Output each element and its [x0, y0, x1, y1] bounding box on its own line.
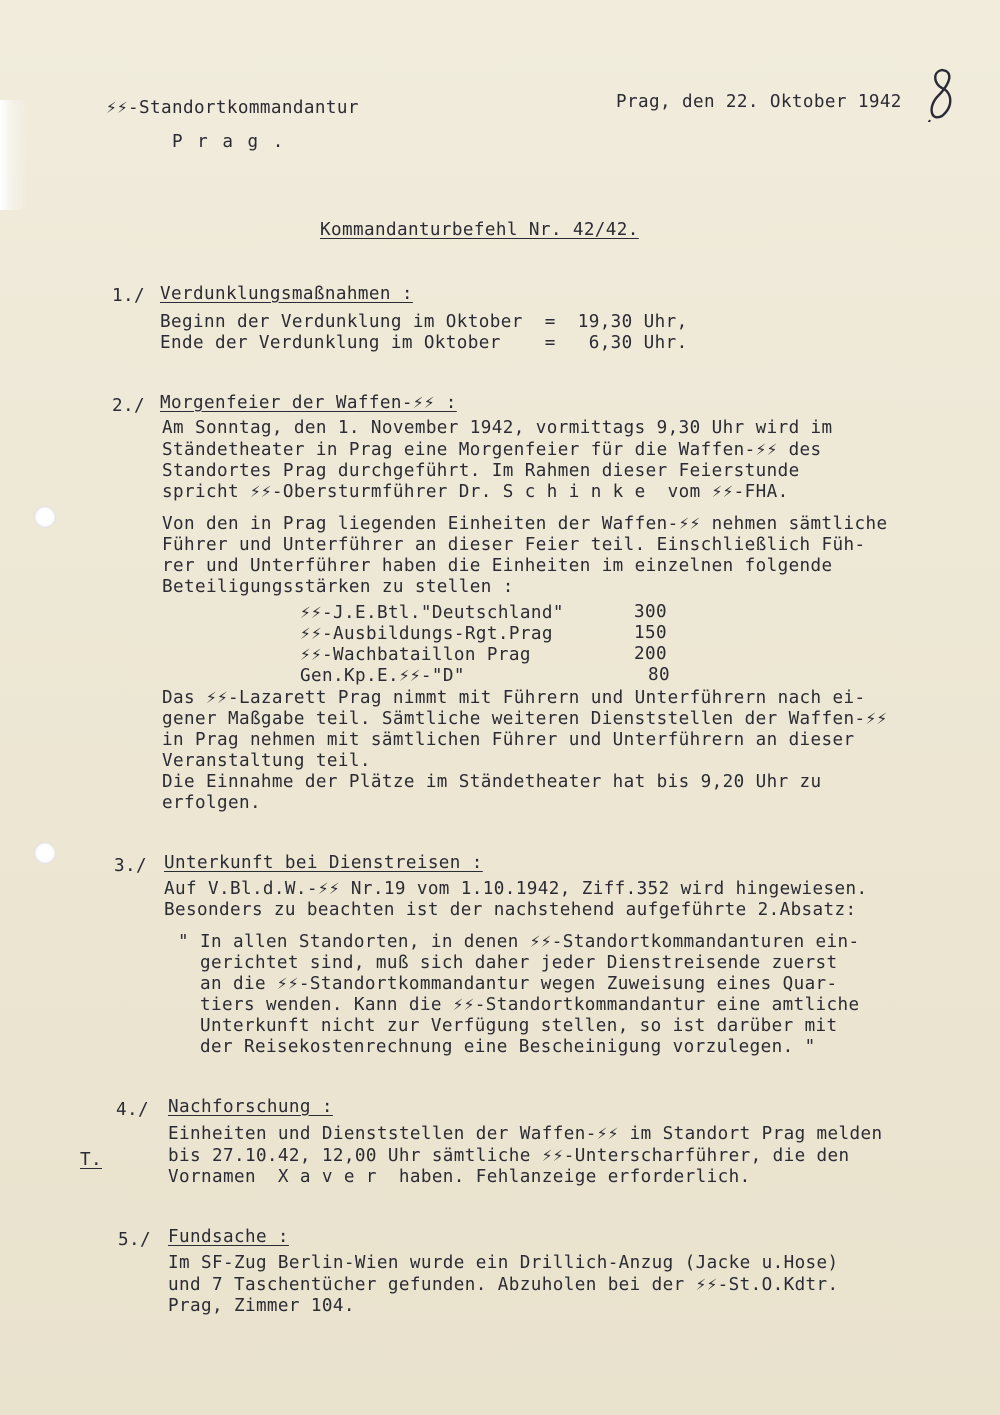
unit-count: 150 [634, 623, 667, 643]
section-1-line: Ende der Verdunklung im Oktober = 6,30 Uhr. [160, 333, 688, 353]
office-name: ⚡⚡-Standortkommandantur [106, 98, 359, 118]
section-4-line: bis 27.10.42, 12,00 Uhr sämtliche ⚡⚡-Unterscharführer, die den [168, 1146, 850, 1166]
section-2-paragraph-line: Ständetheater in Prag eine Morgenfeier für die Waffen-⚡⚡ des [162, 440, 822, 460]
section-2-paragraph-line: in Prag nehmen mit sämtlichen Führer und Unterführern an dieser [162, 730, 855, 750]
unit-name: ⚡⚡-Ausbildungs-Rgt.Prag [300, 624, 553, 644]
document-title: Kommandanturbefehl Nr. 42/42. [320, 220, 639, 240]
punch-hole-bottom [34, 842, 56, 864]
section-2-paragraph-line: Am Sonntag, den 1. November 1942, vormittags 9,30 Uhr wird im [162, 418, 833, 438]
quote-line: gerichtet sind, muß sich daher jeder Dienstreisende zuerst [178, 953, 838, 973]
section-2-paragraph-line: Beteiligungsstärken zu stellen : [162, 577, 514, 597]
section-1-line: Beginn der Verdunklung im Oktober = 19,30 Uhr, [160, 312, 688, 332]
section-2-number: 2./ [112, 396, 145, 416]
quote-line: " In allen Standorten, in denen ⚡⚡-Standortkommandanturen ein- [178, 932, 860, 952]
section-5-number: 5./ [118, 1230, 151, 1250]
section-2-paragraph-line: Das ⚡⚡-Lazarett Prag nimmt mit Führern und Unterführern nach ei- [162, 688, 866, 708]
unit-name: ⚡⚡-Wachbataillon Prag [300, 645, 531, 665]
section-2-paragraph-line: gener Maßgabe teil. Sämtliche weiteren Dienststellen der Waffen-⚡⚡ [162, 709, 888, 729]
section-3-paragraph-line: Auf V.Bl.d.W.-⚡⚡ Nr.19 vom 1.10.1942, Ziff.352 wird hingewiesen. [164, 879, 868, 899]
quote-line: an die ⚡⚡-Standortkommandantur wegen Zuweisung eines Quar- [178, 974, 838, 994]
handwritten-number [924, 66, 958, 122]
quote-line: der Reisekostenrechnung eine Bescheinigung vorzulegen. " [178, 1037, 816, 1057]
section-4-number: 4./ [116, 1100, 149, 1120]
unit-name: ⚡⚡-J.E.Btl."Deutschland" [300, 603, 564, 623]
section-3-heading: Unterkunft bei Dienstreisen : [164, 853, 483, 873]
handwritten-eight-icon [924, 66, 958, 122]
section-5-heading: Fundsache : [168, 1227, 289, 1247]
unit-count: 300 [634, 602, 667, 622]
section-2-paragraph-line: Die Einnahme der Plätze im Ständetheater hat bis 9,20 Uhr zu [162, 772, 822, 792]
section-3-paragraph-line: Besonders zu beachten ist der nachstehend aufgeführte 2.Absatz: [164, 900, 857, 920]
office-city: P r a g . [172, 132, 286, 152]
section-5-line: Im SF-Zug Berlin-Wien wurde ein Drillich-Anzug (Jacke u.Hose) [168, 1253, 839, 1273]
unit-count: 200 [634, 644, 667, 664]
section-1-heading: Verdunklungsmaßnahmen : [160, 284, 413, 304]
section-4-line: Einheiten und Dienststellen der Waffen-⚡⚡ im Standort Prag melden [168, 1124, 883, 1144]
section-2-paragraph-line: spricht ⚡⚡-Obersturmführer Dr. S c h i n k e vom ⚡⚡-FHA. [162, 482, 789, 502]
margin-mark: T. [80, 1150, 102, 1170]
section-2-paragraph-line: erfolgen. [162, 793, 261, 813]
punch-hole-top [34, 506, 56, 528]
section-4-line: Vornamen X a v e r haben. Fehlanzeige erforderlich. [168, 1167, 751, 1187]
unit-count: 80 [648, 665, 670, 685]
quote-line: tiers wenden. Kann die ⚡⚡-Standortkommandantur eine amtliche [178, 995, 860, 1015]
section-4-heading: Nachforschung : [168, 1097, 333, 1117]
section-2-heading: Morgenfeier der Waffen-⚡⚡ : [160, 393, 457, 413]
section-2-paragraph-line: Von den in Prag liegenden Einheiten der Waffen-⚡⚡ nehmen sämtliche [162, 514, 888, 534]
quote-line: Unterkunft nicht zur Verfügung stellen, so ist darüber mit [178, 1016, 838, 1036]
section-2-paragraph-line: rer und Unterführer haben die Einheiten im einzelnen folgende [162, 556, 833, 576]
section-1-number: 1./ [112, 286, 145, 306]
section-2-paragraph-line: Standortes Prag durchgeführt. Im Rahmen dieser Feierstunde [162, 461, 800, 481]
torn-edge [0, 100, 28, 210]
section-5-line: Prag, Zimmer 104. [168, 1296, 355, 1316]
section-2-paragraph-line: Führer und Unterführer an dieser Feier teil. Einschließlich Füh- [162, 535, 866, 555]
section-3-number: 3./ [114, 856, 147, 876]
unit-name: Gen.Kp.E.⚡⚡-"D" [300, 666, 465, 686]
document-date: Prag, den 22. Oktober 1942 [616, 92, 902, 112]
section-2-paragraph-line: Veranstaltung teil. [162, 751, 371, 771]
section-5-line: und 7 Taschentücher gefunden. Abzuholen bei der ⚡⚡-St.O.Kdtr. [168, 1275, 839, 1295]
